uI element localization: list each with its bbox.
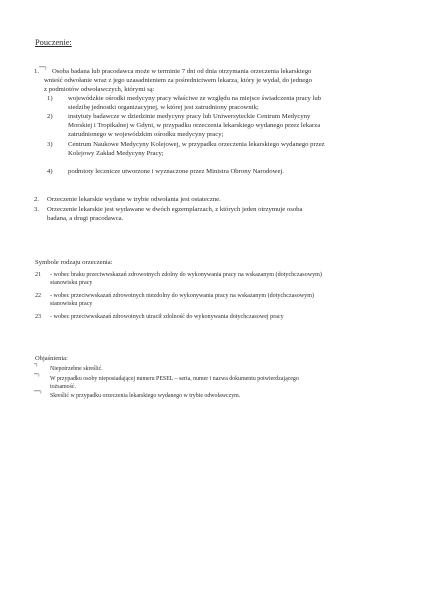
item-3-line-1: Orzeczenie lekarskie jest wydawane w dwóch egzemplarzach, z których jeden otrzymuje osoba [47,206,303,213]
symbol-23-code: 23 [35,314,42,320]
heading: Pouczenie: [35,38,72,47]
subitem-3-number: 3) [47,141,53,148]
subitem-1-line-2: siedzibę jednostki organizacyjnej, w której jest zatrudniony pracownik; [68,104,259,111]
item-1-line-b: wnieść odwołanie wraz z jego uzasadnieniem za pośrednictwem lekarza, który je wydał, do jednego [44,77,312,84]
explanation-2-marker-text: **) [34,372,40,378]
subitem-2-line-2: Morskiej i Tropikalnej w Gdyni, w przypadku orzeczenia lekarskiego wydanego przez lekarza [68,122,321,129]
explanation-3-line-1: Skreślić w przypadku orzeczenia lekarskiego wydanego w trybie odwoławczym. [50,393,241,399]
symbol-22-code: 22 [35,293,42,299]
explanation-1-marker-text: *) [34,362,38,368]
subitem-4-line-1: podmioty lecznicze utworzone i wyznaczone przez Ministra Obrony Narodowej. [68,168,284,175]
explanation-2-line-2: tożsamość. [50,384,77,390]
explanation-1-line-1: Niepotrzebne skreślić. [50,366,103,372]
item-1-number [34,64,47,76]
subitem-1-number: 1) [47,95,53,102]
symbol-22-line-2: stanowisku pracy [50,301,93,307]
explanation-2-marker [34,372,40,383]
subitem-3-line-2: Kolejowy Zakład Medycyny Pracy; [68,150,164,157]
item-1-line-c: z podmiotów odwoławczych, którymi są: [44,86,155,93]
symbol-23-line-1: - wobec przeciwwskazań zdrowotnych utracił zdolność do wykonywania dotychczasowej pracy [50,314,284,320]
explanation-3-marker-text: ***) [34,389,42,395]
symbol-22-line-1: - wobec przeciwwskazań zdrowotnych niezdolny do wykonywania pracy na wskazanym (dotychczasowym) [50,293,314,299]
subitem-2-line-1: instytuty badawcze w dziedzinie medycyny pracy lub Uniwersyteckie Centrum Medycyny [68,113,311,120]
item-1-line-a: Osoba badana lub pracodawca może w terminie 7 dni od dnia otrzymania orzeczenia lekarskiego [52,68,312,75]
subitem-4-number: 4) [47,168,53,175]
subitem-3-line-1: Centrum Naukowe Medycyny Kolejowej, w przypadku orzeczenia lekarskiego wydanego przez [68,141,325,148]
symbol-21-line-2: stanowisku pracy [50,280,93,286]
item-3-number: 3. [34,206,40,213]
item-2-text: Orzeczenie lekarskie wydane w trybie odwołania jest ostateczne. [47,196,221,203]
explanations-title: Objaśnienia: [35,355,68,362]
item-1-number-text: 1. [34,68,40,75]
symbols-title: Symbole rodzaju orzeczenia: [35,259,113,266]
explanation-3-marker [34,389,42,400]
item-2-number: 2. [34,196,40,203]
symbol-21-code: 21 [35,272,42,278]
item-1-marker: ***) [39,64,47,70]
subitem-2-number: 2) [47,113,53,120]
subitem-2-line-3: zatrudnionego w wojewódzkim ośrodku medycyny pracy; [68,131,224,138]
item-3-line-2: badana, a drugi pracodawca. [47,215,124,222]
explanation-2-line-1: W przypadku osoby nieposiadającej numeru PESEL – seria, numer i nazwa dokumentu potwierdzającego [50,376,299,382]
symbol-21-line-1: - wobec braku przeciwwskazań zdrowotnych zdolny do wykonywania pracy na wskazanym (dotychczasowym) [50,272,322,278]
subitem-1-line-1: wojewódzkie ośrodki medycyny pracy właściwe ze względu na miejsce świadczenia pracy lub [68,95,322,102]
